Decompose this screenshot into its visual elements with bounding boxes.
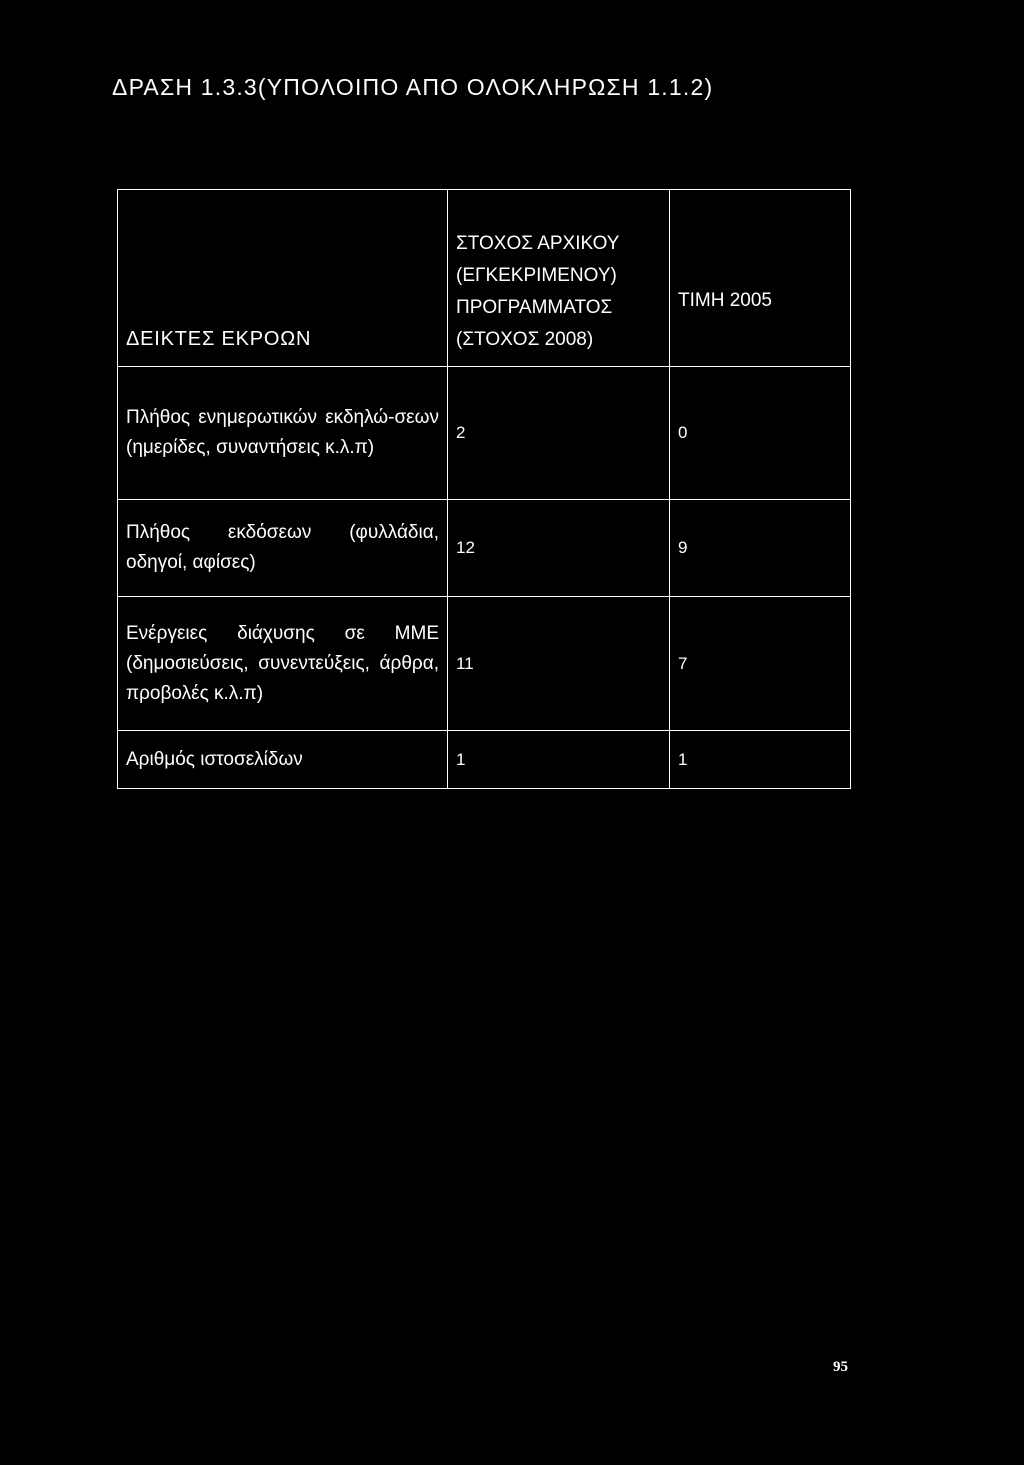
- page-title: ΔΡΑΣΗ 1.3.3(ΥΠΟΛΟΙΠΟ ΑΠΟ ΟΛΟΚΛΗΡΩΣΗ 1.1.2): [112, 74, 714, 100]
- output-indicators-table: [117, 189, 851, 789]
- target-cell: 2: [448, 367, 670, 500]
- value-cell: 7: [670, 597, 851, 731]
- header-value-2005: ΤΙΜΗ 2005: [670, 190, 851, 367]
- table-row: [118, 500, 851, 597]
- table-row: [118, 367, 851, 500]
- value-cell: 0: [670, 367, 851, 500]
- target-cell: 11: [448, 597, 670, 731]
- header-target-line: ΣΤΟΧΟΣ ΑΡΧΙΚΟΥ: [456, 233, 620, 254]
- header-target-line: (ΣΤΟΧΟΣ 2008): [456, 329, 594, 350]
- indicator-cell: Πλήθος εκδόσεων (φυλλάδια, οδηγοί, αφίσες): [118, 500, 448, 597]
- header-target-line: ΠΡΟΓΡΑΜΜΑΤΟΣ: [456, 297, 613, 318]
- target-cell: 1: [448, 731, 670, 789]
- header-indicators: ΔΕΙΚΤΕΣ ΕΚΡΟΩΝ: [118, 190, 448, 367]
- value-cell: 9: [670, 500, 851, 597]
- header-target-line: (ΕΓΚΕΚΡΙΜΕΝΟΥ): [456, 265, 617, 286]
- target-cell: 12: [448, 500, 670, 597]
- table-row: [118, 597, 851, 731]
- indicator-cell: Πλήθος ενημερωτικών εκδηλώ-σεων (ημερίδες, συναντήσεις κ.λ.π): [118, 367, 448, 500]
- page-number: 95: [833, 1359, 848, 1375]
- value-cell: 1: [670, 731, 851, 789]
- indicator-cell: Ενέργειες διάχυσης σε ΜΜΕ (δημοσιεύσεις, συνεντεύξεις, άρθρα, προβολές κ.λ.π): [118, 597, 448, 731]
- table-row: [118, 731, 851, 789]
- indicator-cell: Αριθμός ιστοσελίδων: [118, 731, 448, 789]
- header-target: [448, 190, 670, 367]
- table-header-row: [118, 190, 851, 367]
